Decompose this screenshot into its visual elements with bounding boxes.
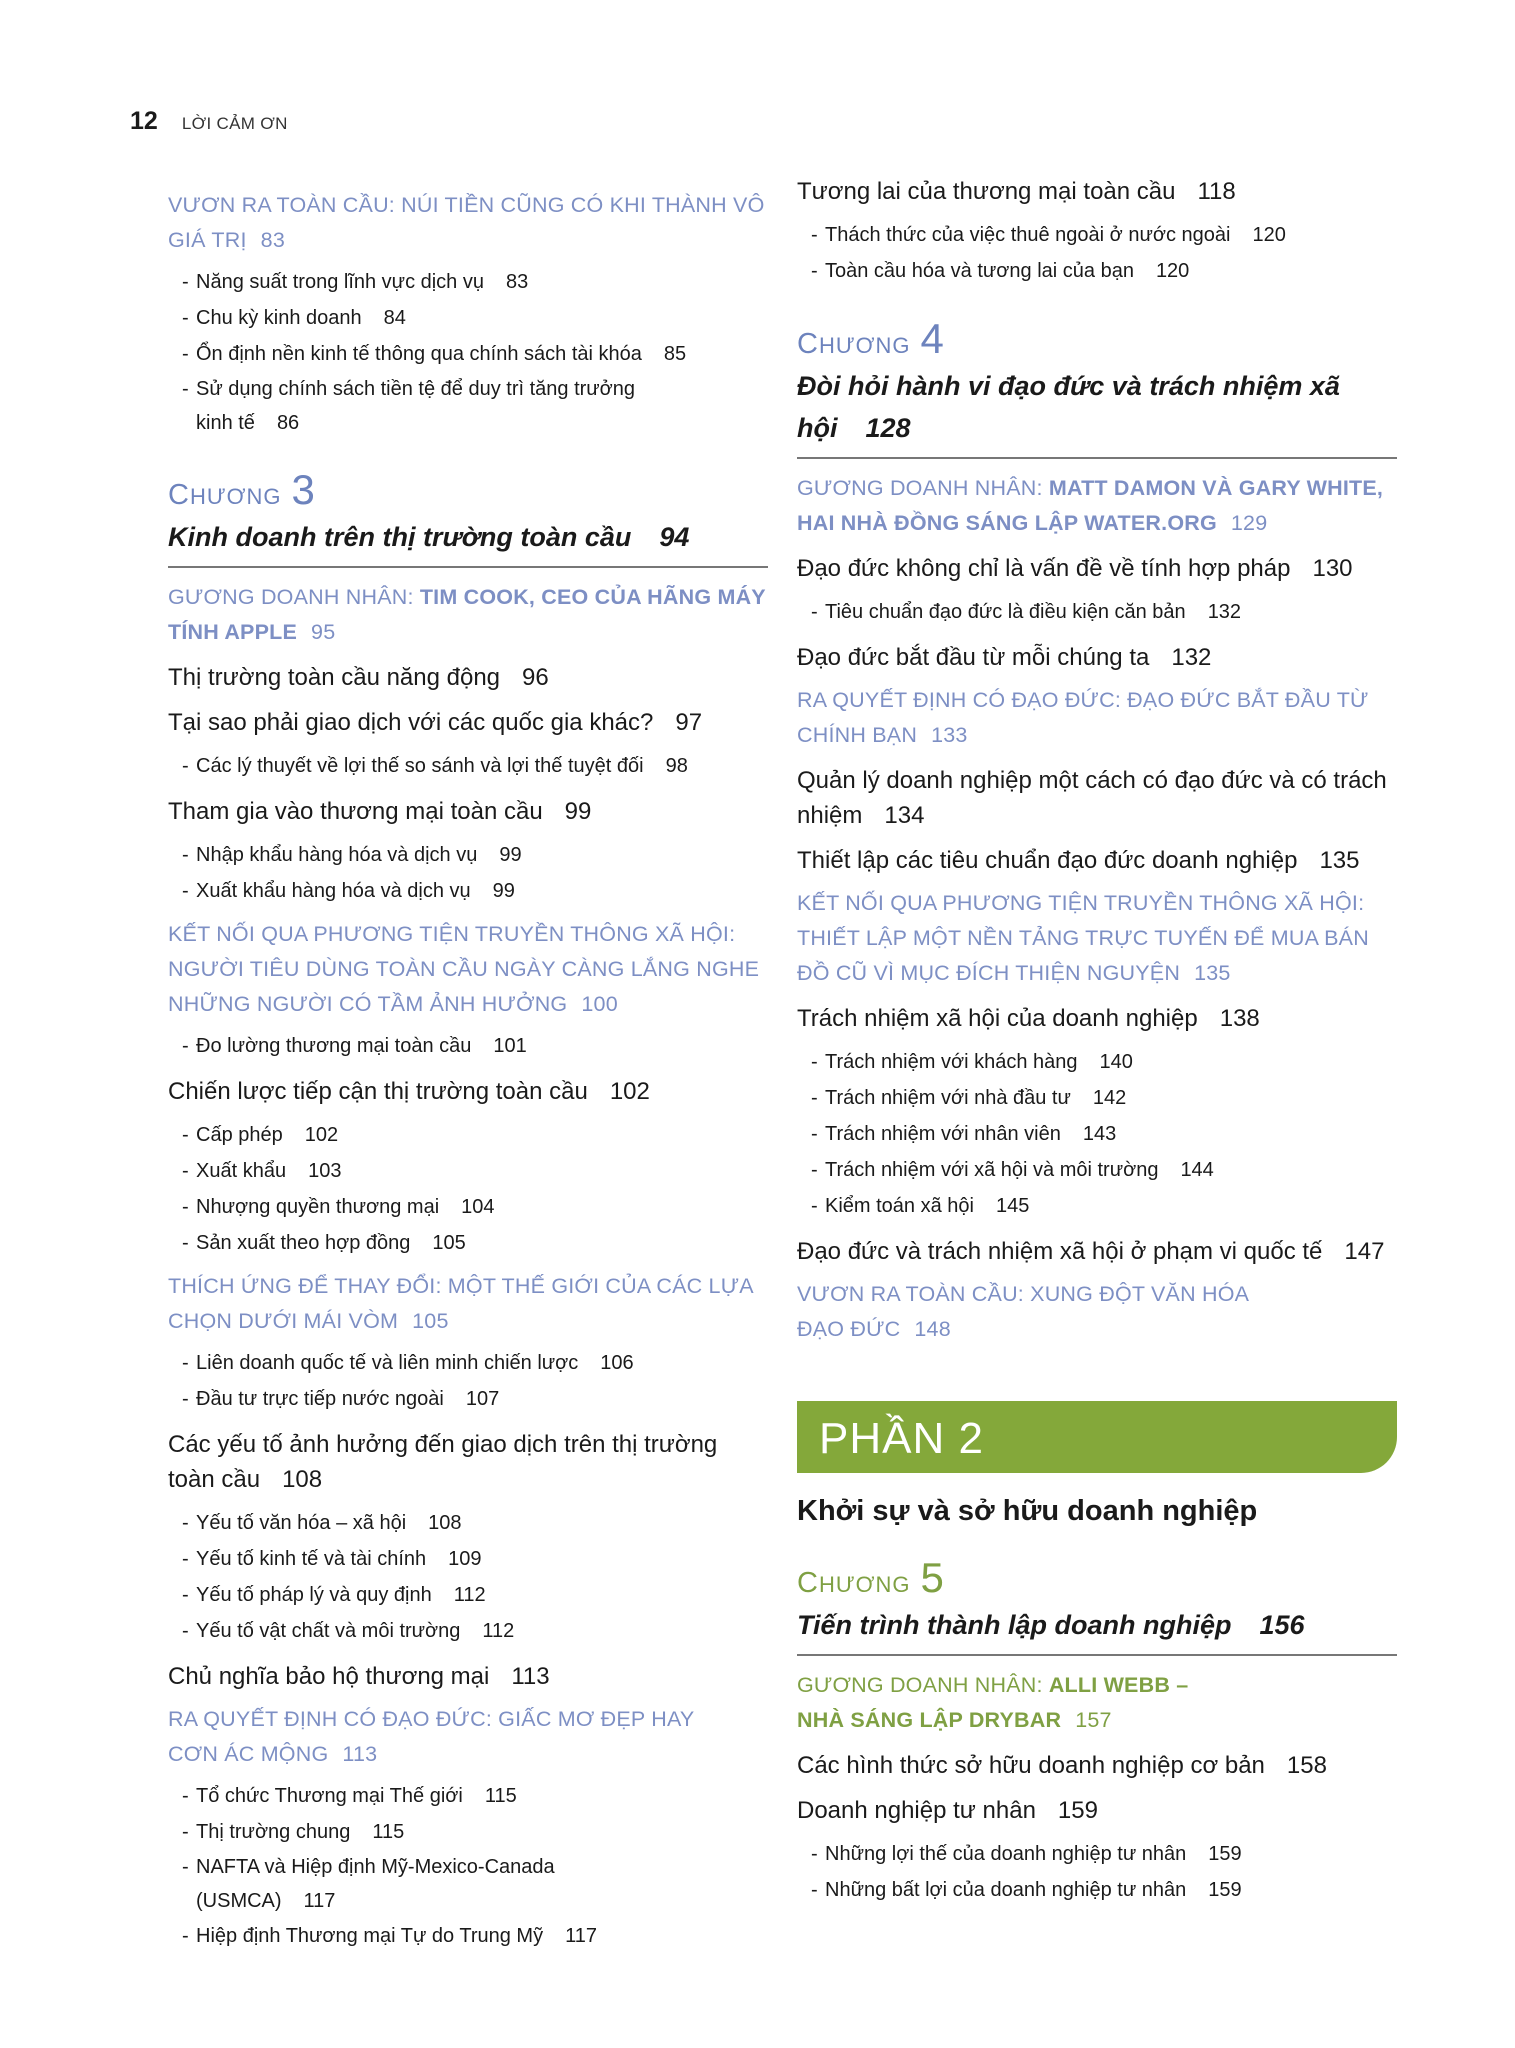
toc-subitem[interactable]: - Thị trường chung 115 <box>182 1821 405 1843</box>
toc-heading[interactable]: Quản lý doanh nghiệp một cách có đạo đức và có trách nhiệm 134 <box>797 767 1387 829</box>
toc-heading[interactable]: Tương lai của thương mại toàn cầu 118 <box>797 178 1236 205</box>
toc-subitem[interactable]: - Trách nhiệm với nhân viên 143 <box>811 1123 1117 1145</box>
chapter-title[interactable]: Đòi hỏi hành vi đạo đức và trách nhiệm xã hội 128 <box>797 365 1397 459</box>
toc-subitem[interactable]: - Ổn định nền kinh tế thông qua chính sách tài khóa 85 <box>182 343 687 365</box>
chapter-title[interactable]: Tiến trình thành lập doanh nghiệp 156 <box>797 1604 1397 1656</box>
chapter-label: CHƯƠNG 3 <box>168 466 316 513</box>
page-header <box>130 107 288 136</box>
toc-subitem[interactable]: - Hiệp định Thương mại Tự do Trung Mỹ 117 <box>182 1925 597 1947</box>
toc-subitem[interactable]: - Sản xuất theo hợp đồng 105 <box>182 1232 466 1254</box>
toc-profile[interactable]: GƯƠNG DOANH NHÂN: ALLI WEBB – NHÀ SÁNG LẬP DRYBAR 157 <box>797 1673 1189 1732</box>
toc-feature[interactable]: RA QUYẾT ĐỊNH CÓ ĐẠO ĐỨC: ĐẠO ĐỨC BẮT ĐẦU TỪ CHÍNH BẠN 133 <box>797 688 1369 747</box>
toc-feature[interactable]: THÍCH ỨNG ĐỂ THAY ĐỔI: MỘT THẾ GIỚI CỦA CÁC LỰA CHỌN DƯỚI MÁI VÒM 105 <box>168 1274 753 1333</box>
part-title[interactable]: Khởi sự và sở hữu doanh nghiệp <box>797 1495 1258 1527</box>
toc-heading[interactable]: Đạo đức không chỉ là vấn đề về tính hợp pháp 130 <box>797 555 1353 582</box>
toc-subitem[interactable]: - NAFTA và Hiệp định Mỹ-Mexico-Canada (USMCA) 117 <box>182 1856 555 1912</box>
toc-subitem[interactable]: - Các lý thuyết về lợi thế so sánh và lợi thế tuyệt đối 98 <box>182 755 688 777</box>
toc-subitem[interactable]: - Yếu tố vật chất và môi trường 112 <box>182 1620 515 1642</box>
toc-subitem[interactable]: - Đo lường thương mại toàn cầu 101 <box>182 1035 527 1057</box>
running-title: LỜI CẢM ƠN <box>181 114 288 133</box>
toc-subitem[interactable]: - Yếu tố kinh tế và tài chính 109 <box>182 1548 482 1570</box>
toc-right-column <box>797 174 1397 1908</box>
toc-subitem[interactable]: - Yếu tố pháp lý và quy định 112 <box>182 1584 486 1606</box>
toc-profile[interactable]: GƯƠNG DOANH NHÂN: MATT DAMON VÀ GARY WHITE, HAI NHÀ ĐỒNG SÁNG LẬP WATER.ORG 129 <box>797 476 1384 535</box>
toc-subitem[interactable]: - Cấp phép 102 <box>182 1124 339 1146</box>
part-banner: PHẦN 2 <box>797 1401 1397 1473</box>
toc-heading[interactable]: Tại sao phải giao dịch với các quốc gia khác? 97 <box>168 709 703 736</box>
toc-heading[interactable]: Doanh nghiệp tư nhân 159 <box>797 1797 1098 1824</box>
toc-subitem[interactable]: - Sử dụng chính sách tiền tệ để duy trì tăng trưởng kinh tế 86 <box>182 378 636 434</box>
toc-heading[interactable]: Chủ nghĩa bảo hộ thương mại 113 <box>168 1663 550 1690</box>
toc-feature[interactable]: VƯƠN RA TOÀN CẦU: XUNG ĐỘT VĂN HÓA ĐẠO ĐỨC 148 <box>797 1282 1248 1341</box>
toc-subitem[interactable]: - Thách thức của việc thuê ngoài ở nước ngoài 120 <box>811 224 1286 246</box>
chapter-label: CHƯƠNG 5 <box>797 1554 945 1601</box>
toc-subitem[interactable]: - Liên doanh quốc tế và liên minh chiến lược 106 <box>182 1352 634 1374</box>
toc-subitem[interactable]: - Yếu tố văn hóa – xã hội 108 <box>182 1512 462 1534</box>
toc-heading[interactable]: Trách nhiệm xã hội của doanh nghiệp 138 <box>797 1005 1260 1032</box>
toc-heading[interactable]: Đạo đức và trách nhiệm xã hội ở phạm vi quốc tế 147 <box>797 1238 1385 1265</box>
toc-feature[interactable]: VƯƠN RA TOÀN CẦU: NÚI TIỀN CŨNG CÓ KHI THÀNH VÔ GIÁ TRỊ 83 <box>168 193 765 252</box>
toc-heading[interactable]: Đạo đức bắt đầu từ mỗi chúng ta 132 <box>797 644 1212 671</box>
toc-heading[interactable]: Thiết lập các tiêu chuẩn đạo đức doanh nghiệp 135 <box>797 847 1360 874</box>
page-number: 12 <box>130 107 158 135</box>
toc-subitem[interactable]: - Trách nhiệm với xã hội và môi trường 144 <box>811 1159 1214 1181</box>
toc-heading[interactable]: Thị trường toàn cầu năng động 96 <box>168 664 549 691</box>
toc-subitem[interactable]: - Trách nhiệm với khách hàng 140 <box>811 1051 1133 1073</box>
toc-subitem[interactable]: - Toàn cầu hóa và tương lai của bạn 120 <box>811 260 1190 282</box>
toc-subitem[interactable]: - Xuất khẩu hàng hóa và dịch vụ 99 <box>182 880 515 902</box>
toc-subitem[interactable]: - Nhượng quyền thương mại 104 <box>182 1196 495 1218</box>
toc-subitem[interactable]: - Chu kỳ kinh doanh 84 <box>182 307 406 329</box>
toc-left-column <box>168 180 768 1954</box>
chapter-title[interactable]: Kinh doanh trên thị trường toàn cầu 94 <box>168 516 768 568</box>
toc-heading[interactable]: Các hình thức sở hữu doanh nghiệp cơ bản 158 <box>797 1752 1327 1779</box>
toc-heading[interactable]: Chiến lược tiếp cận thị trường toàn cầu 102 <box>168 1078 650 1105</box>
toc-heading[interactable]: Các yếu tố ảnh hưởng đến giao dịch trên thị trường toàn cầu 108 <box>168 1431 718 1493</box>
toc-feature[interactable]: RA QUYẾT ĐỊNH CÓ ĐẠO ĐỨC: GIẤC MƠ ĐẸP HAY CƠN ÁC MỘNG 113 <box>168 1707 695 1766</box>
toc-feature[interactable]: KẾT NỐI QUA PHƯƠNG TIỆN TRUYỀN THÔNG XÃ HỘI: NGƯỜI TIÊU DÙNG TOÀN CẦU NGÀY CÀNG LẮNG NGHE NHỮNG NGƯỜI CÓ TẦM ẢNH HƯỞNG 100 <box>168 922 760 1016</box>
chapter-label: CHƯƠNG 4 <box>797 315 945 362</box>
toc-subitem[interactable]: - Trách nhiệm với nhà đầu tư 142 <box>811 1087 1127 1109</box>
toc-feature[interactable]: KẾT NỐI QUA PHƯƠNG TIỆN TRUYỀN THÔNG XÃ HỘI: THIẾT LẬP MỘT NỀN TẢNG TRỰC TUYẾN ĐỂ MUA BÁN ĐỒ CŨ VÌ MỤC ĐÍCH THIỆN NGUYỆN 135 <box>797 891 1369 985</box>
toc-subitem[interactable]: - Nhập khẩu hàng hóa và dịch vụ 99 <box>182 844 522 866</box>
toc-subitem[interactable]: - Những bất lợi của doanh nghiệp tư nhân 159 <box>811 1879 1242 1901</box>
toc-subitem[interactable]: - Đầu tư trực tiếp nước ngoài 107 <box>182 1388 500 1410</box>
toc-profile[interactable]: GƯƠNG DOANH NHÂN: TIM COOK, CEO CỦA HÃNG MÁY TÍNH APPLE 95 <box>168 585 766 644</box>
toc-subitem[interactable]: - Xuất khẩu 103 <box>182 1160 342 1182</box>
toc-subitem[interactable]: - Tổ chức Thương mại Thế giới 115 <box>182 1785 517 1807</box>
toc-subitem[interactable]: - Tiêu chuẩn đạo đức là điều kiện căn bản 132 <box>811 601 1242 623</box>
toc-subitem[interactable]: - Năng suất trong lĩnh vực dịch vụ 83 <box>182 271 529 293</box>
toc-subitem[interactable]: - Những lợi thế của doanh nghiệp tư nhân 159 <box>811 1843 1242 1865</box>
toc-subitem[interactable]: - Kiểm toán xã hội 145 <box>811 1195 1030 1217</box>
toc-heading[interactable]: Tham gia vào thương mại toàn cầu 99 <box>168 798 592 825</box>
